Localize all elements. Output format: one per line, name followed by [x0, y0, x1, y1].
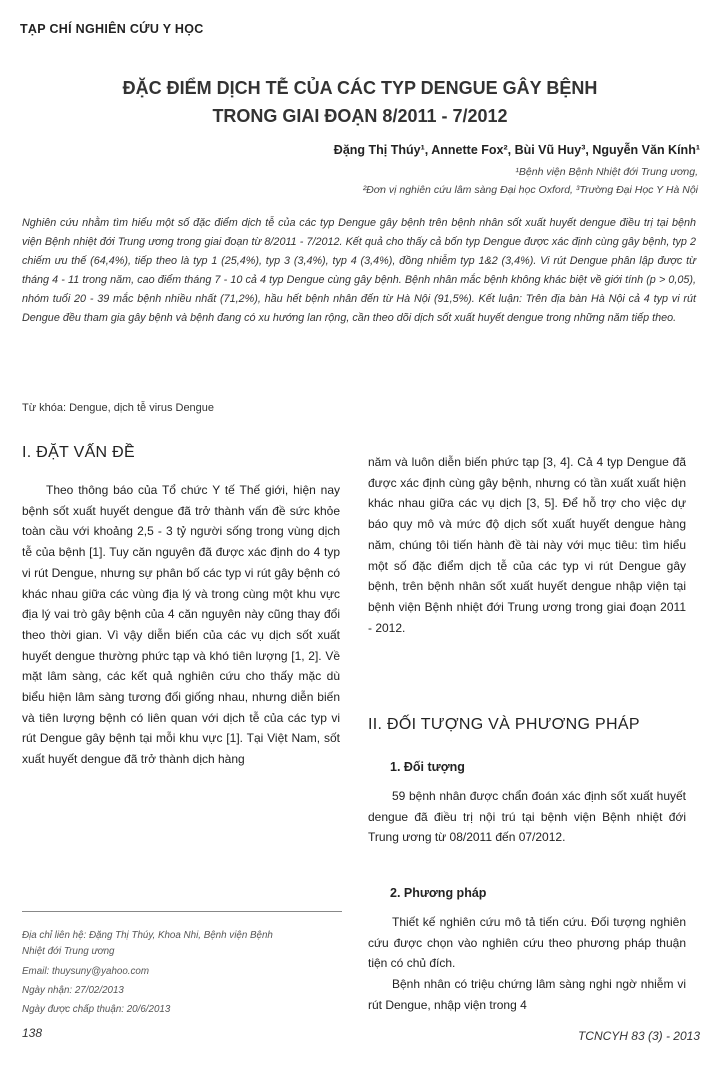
subheading-methods: 2. Phương pháp: [390, 886, 487, 900]
methods-text-block: [368, 912, 686, 1016]
footnote-accepted: Ngày được chấp thuận: 20/6/2013: [22, 1004, 171, 1015]
authors: Đặng Thị Thúy¹, Annette Fox², Bùi Vũ Huy³, Nguyễn Văn Kính¹: [333, 143, 700, 157]
article-title-line-2: TRONG GIAI ĐOẠN 8/2011 - 7/2012: [212, 106, 508, 126]
subheading-subjects: 1. Đối tượng: [390, 760, 465, 774]
right-column-body: [368, 452, 686, 638]
intro-paragraph-2: năm và luôn diễn biến phức tạp [3, 4]. Cả 4 typ Dengue đã được xác định cùng gây bệnh, nhưng có tần xuất xuất hiện khác nhau giữa các vụ dịch [3, 5]. Để hỗ trợ cho việc dự báo quy mô và mức độ dịch sốt xuất huyết dengue hàng năm, chúng tôi tiến hành đề tài này với mục tiêu: tìm hiểu một số đặc điểm dịch tễ của các typ vi rút Dengue gây bệnh, trên bệnh nhân sốt xuất huyết dengue nhập viện tại bệnh viện Bệnh nhiệt đới Trung ương trong giai đoạn 2011 - 2012.: [368, 455, 686, 635]
affiliation-2: ²Đơn vị nghiên cứu lâm sàng Đại học Oxford, ³Trường Đại Học Y Hà Nội: [362, 184, 698, 196]
article-title-line-1: ĐẶC ĐIỂM DỊCH TỄ CỦA CÁC TYP DENGUE GÂY BỆNH: [122, 78, 598, 98]
subjects-paragraph: 59 bệnh nhân được chẩn đoán xác định sốt xuất huyết dengue đã điều trị nội trú tại bệnh viện Bệnh nhiệt đới Trung ương từ 08/2011 đến 07/2012.: [368, 789, 686, 845]
section-heading-intro: I. ĐẶT VẤN ĐỀ: [22, 444, 135, 461]
methods-paragraph-2: Bệnh nhân có triệu chứng lâm sàng nghi ngờ nhiễm vi rút Dengue, nhập viện trong 4: [368, 977, 686, 1012]
footnote-email: Email: thuysuny@yahoo.com: [22, 966, 150, 977]
footnote-received: Ngày nhận: 27/02/2013: [22, 985, 124, 996]
section-heading-methods: II. ĐỐI TƯỢNG VÀ PHƯƠNG PHÁP: [368, 716, 640, 733]
page-number: 138: [22, 1026, 43, 1040]
footnote-divider: [22, 911, 342, 912]
footnote-address-cont: Nhiệt đới Trung ương: [22, 946, 115, 957]
affiliation-1: ¹Bệnh viện Bệnh Nhiệt đới Trung ương,: [515, 166, 698, 178]
subjects-text-block: [368, 786, 686, 848]
journal-name: TẠP CHÍ NGHIÊN CỨU Y HỌC: [20, 22, 204, 36]
keywords: Từ khóa: Dengue, dịch tễ virus Dengue: [22, 402, 215, 414]
methods-paragraph-1: Thiết kế nghiên cứu mô tả tiến cứu. Đối tượng nghiên cứu được chọn vào nghiên cứu theo phương pháp thuận tiện có chủ đích.: [368, 915, 686, 971]
footnote-address: Địa chỉ liên hệ: Đặng Thị Thúy, Khoa Nhi, Bệnh viện Bệnh: [22, 930, 273, 941]
abstract: Nghiên cứu nhằm tìm hiểu một số đặc điểm dịch tễ của các typ Dengue gây bệnh trên bệnh nhân sốt xuất huyết dengue điều trị tại bệnh viện Bệnh nhiệt đới Trung ương trong giai đoạn từ 8/2011 - 7/2012. Kết quả cho thấy cả bốn typ Dengue được xác định cùng gây bệnh, typ 2 chiếm ưu thế (64,4%), tiếp theo là typ 1 (25,4%), typ 3 (3,4%), typ 4 (3,4%), đồng nhiễm typ 1&2 (3,4%). Vi rút Dengue phân lập được từ tháng 4 - 11 trong năm, cao điểm tháng 7 - 10 cả 4 typ Dengue cùng gây bệnh. Bệnh nhân mắc bệnh không khác biệt về giới tính (p > 0,05), nhóm tuổi 20 - 39 mắc bệnh nhiều nhất (71,2%), hầu hết bệnh nhân đến từ Hà Nội (91,5%). Kết luận: Trên địa bàn Hà Nội cả 4 typ vi rút Dengue đều tham gia gây bệnh và bệnh đang có xu hướng lan rộng, cần theo dõi dịch sốt xuất huyết dengue trong những năm tiếp theo.: [22, 217, 696, 324]
journal-issue-code: TCNCYH 83 (3) - 2013: [577, 1029, 700, 1043]
intro-paragraph-1: Theo thông báo của Tổ chức Y tế Thế giới, hiện nay bệnh sốt xuất huyết dengue đã trở thành vấn đề sức khỏe toàn cầu với khoảng 2,5 - 3 tỷ người sống trong vùng dịch tễ của bệnh [1]. Tuy căn nguyên đã được xác định do 4 typ vi rút Dengue, nhưng sự phân bố các typ vi rút gây bệnh có khác nhau giữa các vùng địa lý và trong cùng một khu vực địa lý vai trò gây bệnh của 4 căn nguyên này cũng thay đổi theo thời gian. Vì vậy diễn biến của các vụ dịch sốt xuất huyết dengue thường phức tạp và khó tiên lượng [1, 2]. Về mặt lâm sàng, các kết quả nghiên cứu cho thấy mặc dù biểu hiện lâm sàng tương đối giống nhau, nhưng diễn biến và tiên lượng bệnh có liên quan với dịch tễ của các typ vi rút Dengue gây bệnh tại mỗi khu vực [1]. Tại Việt Nam, sốt xuất huyết dengue đã trở thành dịch hàng: [22, 483, 340, 767]
left-column-body: [22, 480, 340, 770]
